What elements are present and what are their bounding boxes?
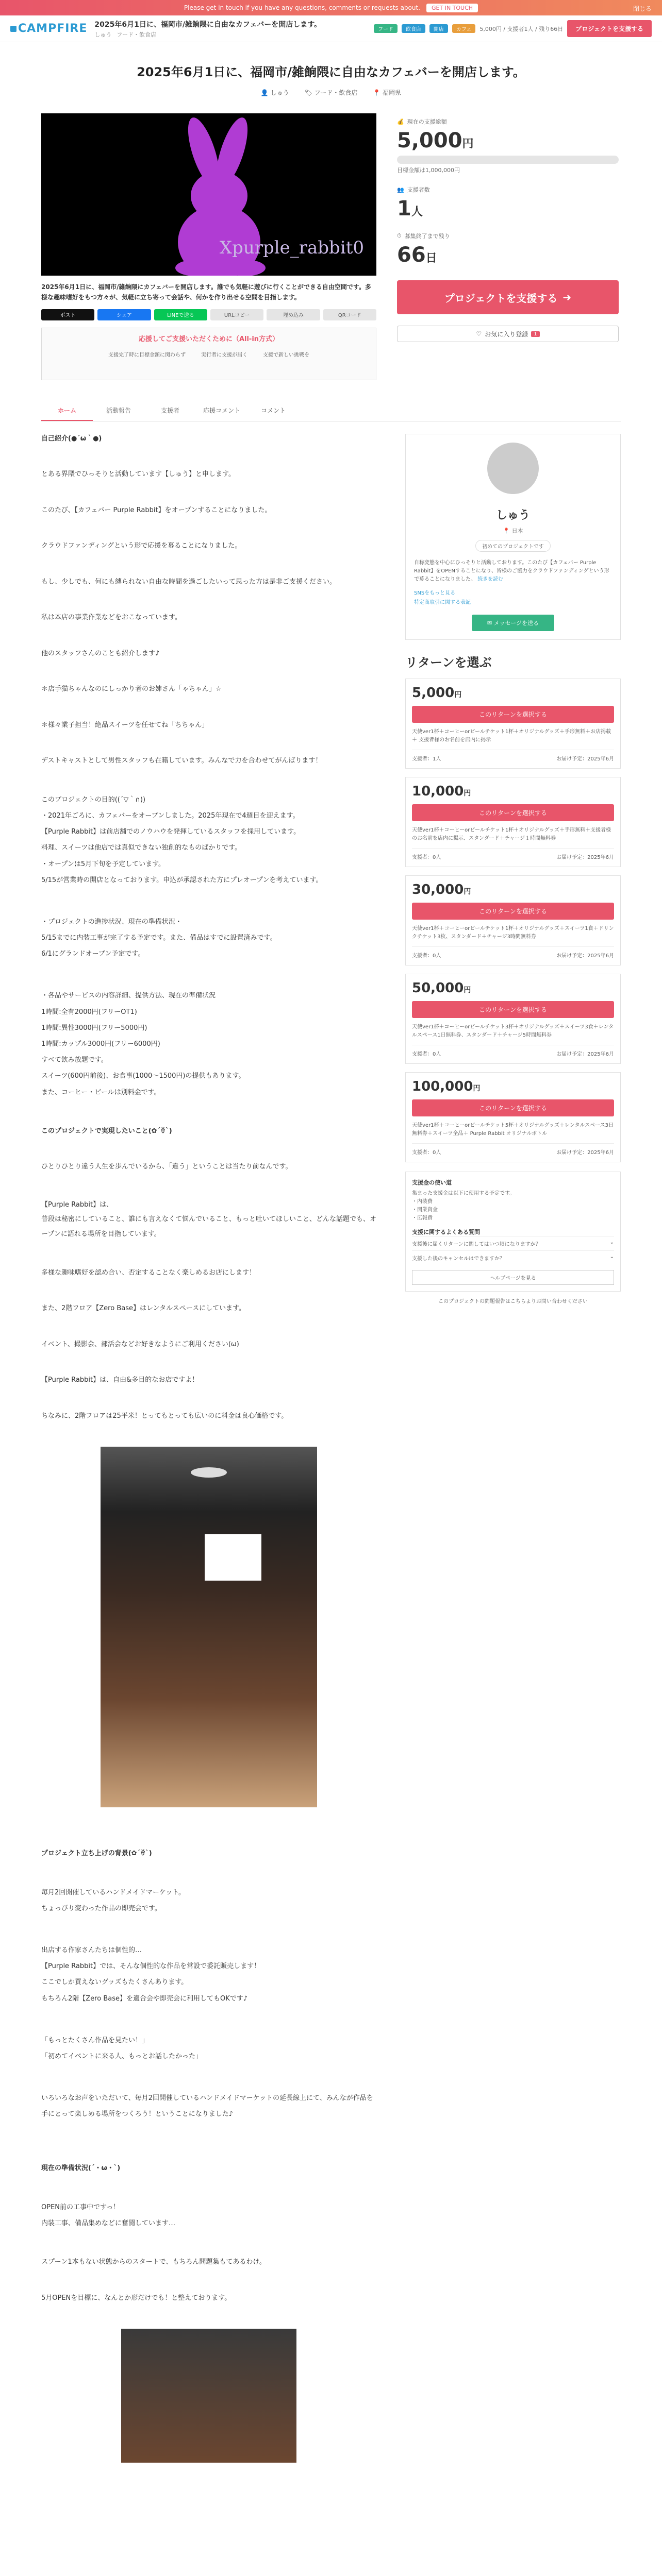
project-tabs (41, 401, 621, 421)
mail-icon: ✉ (487, 619, 494, 626)
story-paragraph: とある界隈でひっそりと活動しています【しゅう】と申します。 (41, 470, 235, 479)
sticky-header (0, 15, 662, 42)
reward-price: 5,000円 (412, 685, 462, 701)
reward-backers: 支援者：1人 (412, 756, 441, 762)
story-paragraph: OPEN前の工事中ですっ！ 内装工事、備品集めなどに奮闘しています… (41, 2203, 176, 2228)
share-line-button[interactable]: LINEで送る (154, 309, 207, 320)
faq-title: 支援に関するよくある質問 (412, 1228, 480, 1235)
announcement-bar (0, 0, 662, 15)
amount-value: 5,000円 (397, 129, 474, 152)
reward-price: 50,000円 (412, 980, 471, 996)
reward-delivery: お届け予定：2025年6月 (556, 953, 614, 959)
reward-description: 天使ver1杯＋コーヒーorビールチケット1杯＋オリジナルグッズ＋手形無料＋お店掲載＋ 支援者様のお名前を店内に掲示 (412, 728, 611, 743)
story-paragraph: ・各品やサービスの内容詳細、提供方法、現在の準備状況 1時間:全有2000円(フリーOT1) 1時間:異性3000円(フリー5000円) 1時間:カップル3000円(フリー6000円) すべて飲み放題です。 スイーツ(600円前後)、お食事(1000〜1500円)の提供もあります。 また、コーヒー・ビールは別料金です。 (41, 992, 245, 1096)
legal-link[interactable]: 特定商取引に関する表記 (414, 599, 471, 605)
header-tag[interactable]: 開店 (429, 24, 448, 33)
story-paragraph: このプロジェクトの目的((´▽｀∩)) ・2021年ごろに、カフェバーをオープンしました。2025年現在で4週目を迎えます。 【Purple Rabbit】は前店舗でのノウハウを発揮しているスタッフを採用しています。 料理、スイーツは他店では真似できない独創的なものばかりです。 ・オープンは5月下旬を予定しています。 5/15が営業時の開店となっております。申込が承認された方にプレオープンを考えています。 (41, 795, 323, 884)
owner-bio: 自称変態を中心にひっそりと活動しております。このたび【カフェバー Purple Rabbit】をOPENすることになり、皆様のご協力をクラウドファンディングという形で募ることになりました。 続きを読む (414, 560, 609, 582)
header-owner[interactable]: しゅう (94, 31, 112, 38)
embed-button[interactable]: 埋め込み (267, 309, 320, 320)
help-page-button[interactable]: ヘルプページを見る (412, 1270, 614, 1285)
logo[interactable]: CAMPFIRE (10, 22, 87, 35)
owner-link[interactable]: 👤 しゅう (260, 89, 289, 96)
share-x-button[interactable]: ポスト (41, 309, 94, 320)
project-lead: 2025年6月1日に、福岡市/雑餉隈にカフェバーを開店します。誰でも気軽に遊びに行くことができる自由空間です。多様な趣味嗜好をもつ方々が、気軽に立ち寄って会話や、何かを作り出せる空間を目指します。 (41, 283, 371, 301)
story-paragraph: 【Purple Rabbit】は、自由&多目的なお店ですよ！ (41, 1376, 199, 1384)
story-paragraph: 5月OPENを目標に、なんとか形だけでも！と整えております。 (41, 2294, 231, 2302)
all-in-item: 支援で新しい挑戦を (263, 352, 309, 358)
story-paragraph: このプロジェクトで実現したいこと(✿´ꈊ`) (41, 1127, 172, 1135)
story-paragraph: また、2階フロア【Zero Base】はレンタルスペースにしています。 (41, 1304, 246, 1313)
story-paragraph: クラウドファンディングという形で応援を募ることになりました。 (41, 542, 242, 550)
copy-url-button[interactable]: URLコピー (210, 309, 263, 320)
days-label: 募集終了まで残り (404, 233, 450, 240)
reward-description: 天使ver1杯＋コーヒーorビールチケット1杯＋オリジナルグッズ＋スイーツ1食＋ドリンクチケット3枚、スタンダード＋チャージ3時間無料券 (412, 925, 614, 940)
select-reward-button[interactable]: このリターンを選択する (412, 706, 614, 723)
favorite-button[interactable]: ♡ お気に入り登録 1 (397, 326, 619, 342)
story-paragraph: このたび、【カフェバー Purple Rabbit】をオープンすることになりました。 (41, 506, 272, 514)
story-paragraph: 私は本店の事業作業などをおこなっています。 (41, 614, 181, 622)
help-item: ・広報費 (412, 1215, 433, 1221)
story-paragraph: 多様な趣味嗜好を認め合い、否定することなく楽しめるお店にします！ (41, 1268, 256, 1277)
support-project-button[interactable]: プロジェクトを支援する ➜ (397, 280, 619, 314)
project-title: 2025年6月1日に、福岡市/雑餉隈に自由なカフェバーを開店します。 (137, 65, 525, 79)
amount-label: 現在の支援総額 (407, 118, 447, 125)
returns-title: リターンを選ぶ (405, 655, 492, 670)
chevron-down-icon: ⌄ (609, 1253, 614, 1260)
qr-code-button[interactable]: QRコード (323, 309, 376, 320)
reward-delivery: お届け予定：2025年6月 (556, 1051, 614, 1057)
backers-value: 1人 (397, 197, 423, 221)
favorite-count: 1 (531, 331, 539, 337)
story-paragraph: スプーン1本もない状態からのスタートで、もちろん問題集もてあるわけ。 (41, 2258, 266, 2266)
first-project-badge: 初めてのプロジェクトです (475, 540, 551, 552)
chevron-down-icon: ⌄ (609, 1239, 614, 1245)
story-paragraph: 【Purple Rabbit】は、 普段は秘密にしていること、誰にも言えなくて悩んでいること、もっと吐いてほしいこと、どんな話題でも、オープンに語れる場所を目指しています。 (41, 1200, 377, 1238)
select-reward-button[interactable]: このリターンを選択する (412, 1001, 614, 1018)
reward-price: 30,000円 (412, 882, 471, 897)
send-message-button[interactable]: ✉ メッセージを送る (472, 615, 554, 631)
project-status-panel (397, 113, 619, 380)
close-announcement-button[interactable]: 閉じる (633, 5, 652, 12)
story-paragraph: 出店する作家さんたちは個性的… 【Purple Rabbit】では、そんな個性的な作品を常設で委託販売します！ ここでしか買えないグッズもたくさんあります。 もちろん2階【Zero Base】を適合会や即売会に利用してもOKです♪ (41, 1946, 261, 2003)
campfire-logo-icon (10, 26, 16, 32)
reward-description: 天使ver1杯＋コーヒーorビールチケット1杯＋オリジナルグッズ＋手形無料＋支援者様のお名前を店内に掲示、スタンダード＋チャージ１時間無料券 (412, 827, 611, 841)
reward-backers: 支援者：0人 (412, 854, 441, 860)
help-item: 集まった支援金は以下に使用する予定です。 (412, 1190, 515, 1196)
faq-item[interactable]: 支援した後のキャンセルはできますか？ ⌄ (412, 1250, 614, 1265)
reward-card[interactable] (405, 1072, 621, 1162)
room-photo (101, 1447, 317, 1807)
tab-comments[interactable]: コメント (260, 406, 286, 414)
backers-label: 支援者数 (407, 187, 430, 193)
select-reward-button[interactable]: このリターンを選択する (412, 804, 614, 821)
room-photo (121, 2329, 296, 2463)
story-paragraph: もし、少しでも、何にも縛られない自由な時間を過ごしたいって思った方は是非ご支援ください。 (41, 578, 337, 586)
owner-name[interactable]: しゅう (495, 509, 530, 522)
header-tag[interactable]: 飲食店 (402, 24, 425, 33)
reward-backers: 支援者：0人 (412, 1149, 441, 1156)
help-title: 支援金の使い道 (412, 1179, 452, 1186)
reward-description: 天使ver1杯＋コーヒーorビールチケット3杯＋オリジナルグッズ＋スイーツ3食＋レンタルスペース1日無料券、スタンダード＋チャージ5時間無料券 (412, 1024, 614, 1038)
all-in-info-box (41, 328, 376, 380)
reward-card[interactable] (405, 679, 621, 769)
reward-delivery: お届け予定：2025年6月 (556, 756, 614, 762)
reward-delivery: お届け予定：2025年6月 (556, 854, 614, 860)
reward-price: 100,000円 (412, 1078, 481, 1094)
days-value: 66日 (397, 243, 437, 267)
reward-card[interactable] (405, 974, 621, 1064)
reward-delivery: お届け予定：2025年6月 (556, 1149, 614, 1156)
faq-item[interactable]: 支援後に届くリターンに関してはいつ頃になりますか？ ⌄ (412, 1236, 614, 1250)
story-paragraph: 他のスタッフさんのことも紹介します♪ (41, 649, 160, 657)
story-paragraph: ＊様々業子担当！絶品スイーツを任せてね「ちちゃん」 (41, 721, 209, 729)
story-paragraph: ひとりひとり違う人生を歩んでいるから、「違う」ということは当たり前なんです。 (41, 1163, 292, 1171)
header-stats-text: 5,000円 / 支援者1人 / 残り66日 (479, 25, 564, 32)
avatar[interactable] (487, 443, 539, 494)
header-title: 2025年6月1日に、福岡市/雑餉隈に自由なカフェバーを開店します。 (94, 20, 322, 29)
clock-icon: ⏱ (397, 232, 402, 239)
heart-icon: ♡ (476, 330, 482, 337)
project-story (41, 434, 376, 2463)
story-paragraph: いろいろなお声をいただいて、毎月2回開催しているハンドメイドマーケットの延長線上にて、みんなが作品を手にとって楽しめる場所をつくろう！ということになりました♪ (41, 2094, 373, 2119)
read-more-link[interactable]: 続きを読む (477, 576, 504, 582)
tab-cheer[interactable]: 応援コメント (203, 406, 240, 414)
person-icon: 👥 (397, 186, 404, 193)
reward-backers: 支援者：0人 (412, 1051, 441, 1057)
all-in-title: 応援してご支援いただくために（All-in方式） (138, 335, 279, 343)
arrow-right-icon: ➜ (562, 291, 572, 303)
story-paragraph: ・プロジェクトの進捗状況、現在の準備状況・ 5/15までに内装工事が完了する予定です。また、備品はすでに設置済みです。 6/1にグランドオープン予定です。 (41, 918, 277, 958)
header-support-button[interactable]: プロジェクトを支援する (567, 20, 652, 37)
window-icon (205, 1534, 261, 1581)
story-paragraph: 自己紹介(●´ω｀●) (41, 434, 102, 443)
project-meta (0, 88, 662, 97)
reward-card[interactable] (405, 875, 621, 965)
story-paragraph: ＊店手猫ちゃんなのにしっかり者のお姉さん「ゃちゃん」☆ (41, 685, 222, 693)
share-facebook-button[interactable]: シェア (97, 309, 151, 320)
reward-card[interactable] (405, 777, 621, 867)
sns-link[interactable]: SNSをもっと見る (414, 590, 456, 596)
story-paragraph: プロジェクト立ち上げの背景(✿´ꈊ`) (41, 1850, 152, 1858)
report-link[interactable]: このプロジェクトの問題報告はこちらよりお問い合わせください (438, 1298, 588, 1304)
story-paragraph: イベント、撮影会、部活会などお好きなようにご利用ください(ω) (41, 1340, 239, 1348)
goal-amount: 目標金額は1,000,000円 (397, 167, 460, 174)
share-buttons (41, 309, 376, 320)
story-paragraph: 現在の準備状況(´・ω・`) (41, 2164, 121, 2173)
header-tag[interactable]: カフェ (452, 24, 476, 33)
hero-image-caption: Xpurple_rabbit0 (219, 238, 364, 258)
header-category[interactable]: フード・飲食店 (117, 31, 157, 38)
owner-card (405, 434, 621, 640)
tab-backers[interactable]: 支援者 (160, 406, 179, 414)
select-reward-button[interactable]: このリターンを選択する (412, 1099, 614, 1116)
help-item: ・内装費 (412, 1198, 433, 1205)
tab-reports[interactable]: 活動報告 (106, 406, 131, 414)
money-icon: 💰 (397, 118, 404, 125)
category-link[interactable]: 🏷 フード・飲食店 (304, 89, 358, 96)
help-box (405, 1172, 621, 1292)
header-tag[interactable]: フード (374, 24, 398, 33)
place-link[interactable]: 📍 福岡県 (373, 89, 402, 96)
reward-backers: 支援者：0人 (412, 953, 441, 959)
select-reward-button[interactable]: このリターンを選択する (412, 903, 614, 920)
ceiling-light-icon (191, 1467, 227, 1478)
all-in-item: 支援完了時に目標金額に関わらず (108, 352, 186, 358)
tab-home[interactable]: ホーム (41, 401, 93, 421)
story-paragraph: 「もっとたくさん作品を見たい！」 「初めてイベントに来る人、もっとお話したかった」 (41, 2036, 203, 2060)
reward-description: 天使ver1杯＋コーヒーorビールチケット5杯＋オリジナルグッズ＋レンタルスペース3日無料券＋スイーツ全品＋ Purple Rabbit オリジナルボトル (412, 1122, 614, 1137)
announcement-text: Please get in touch if you have any questions, comments or requests about. (184, 4, 421, 11)
story-paragraph: デストキャストとして男性スタッフも在籍しています。みんなで力を合わせてがんばります！ (41, 757, 322, 765)
story-paragraph: ちなみに、2階フロアは25平米！とってもとっても広いのに料金は良心価格です。 (41, 1412, 288, 1420)
get-in-touch-button[interactable]: GET IN TOUCH (426, 4, 478, 12)
sidebar (405, 434, 621, 2463)
story-paragraph: 毎月2回開催しているハンドメイドマーケット。 ちょっぴり変わった作品の即売会です。 (41, 1888, 186, 1912)
all-in-item: 実行者に支援が届く (201, 352, 247, 358)
progress-bar (397, 156, 619, 164)
help-item: ・開業資金 (412, 1207, 438, 1213)
reward-price: 10,000円 (412, 783, 471, 799)
project-hero-image (41, 113, 376, 276)
owner-city: 📍 日本 (503, 527, 523, 534)
header-stats (374, 20, 652, 37)
